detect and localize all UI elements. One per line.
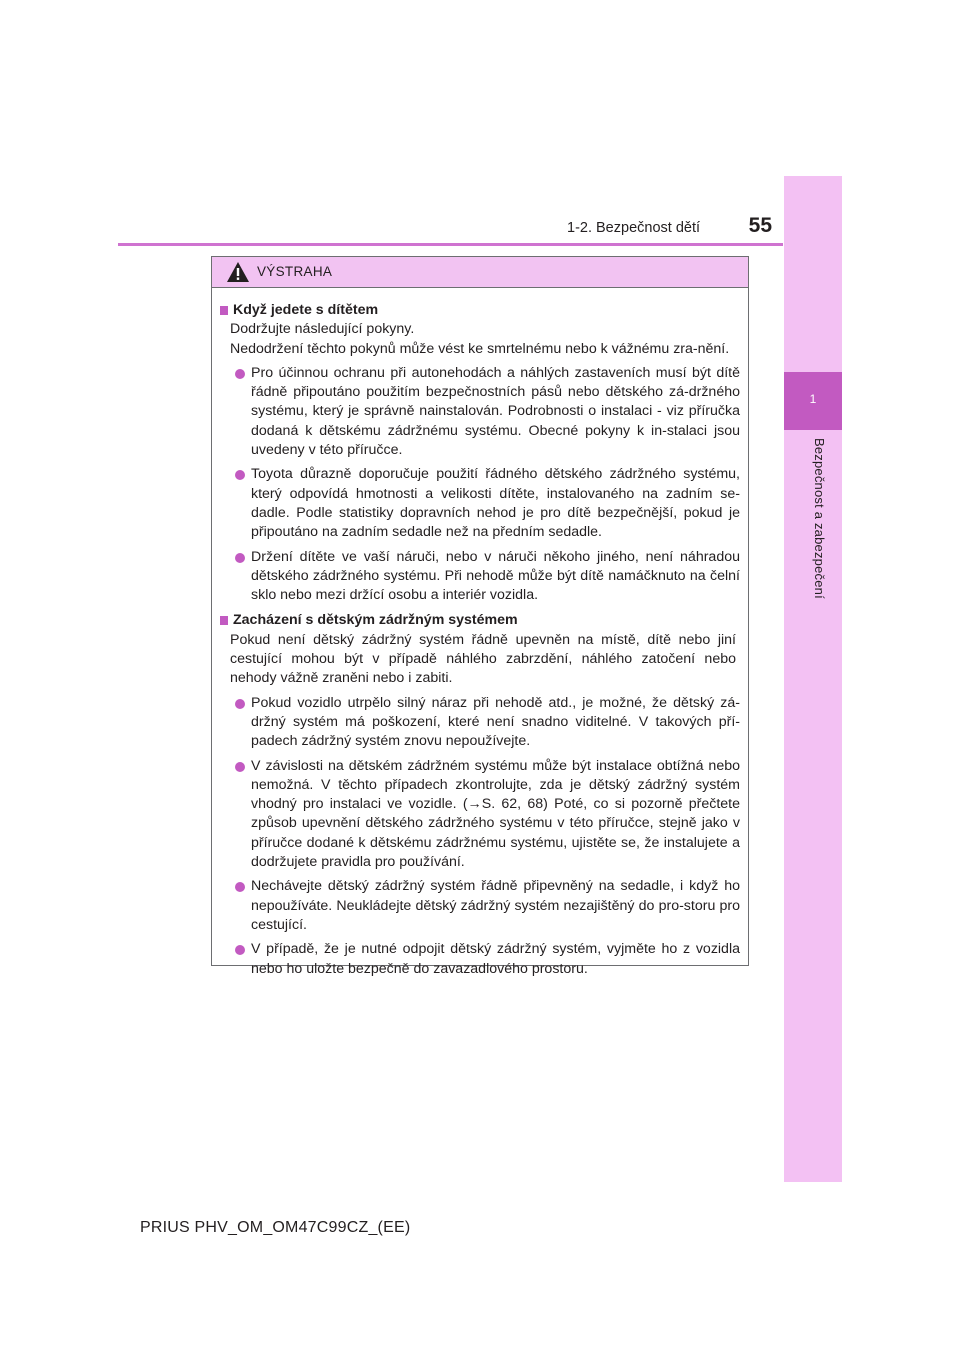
bullet-item: V případě, že je nutné odpojit dětský zádržný systém, vyjměte ho z vozidla nebo ho uložte bezpečně do zavazadlového prostoru. [220, 940, 740, 979]
side-band [784, 176, 842, 1182]
section-intro: Dodržujte následující pokyny. Nedodržení těchto pokynů může vést ke smrtelnému nebo k vážnému zra-nění. [230, 321, 730, 357]
warning-box [211, 256, 749, 977]
bullet-dot-icon [235, 553, 245, 563]
document-id: PRIUS PHV_OM_OM47C99CZ_(EE) [140, 1219, 411, 1236]
bullet-dot-icon [235, 699, 245, 709]
section-heading: Když jedete s dítětem [220, 301, 740, 320]
bullet-item: Pokud vozidlo utrpělo silný náraz při nehodě atd., je možné, že dětský zá-držný systém má poškození, které není snadno viditelné. V takových pří-padech zádržný systém znovu nepoužívejte. [220, 694, 740, 752]
warning-body [212, 288, 748, 979]
bullet-dot-icon [235, 470, 245, 480]
section-title: 1-2. Bezpečnost dětí [567, 220, 700, 236]
warning-header [212, 257, 748, 288]
header-rule [118, 243, 783, 246]
warning-title: VÝSTRAHA [257, 264, 333, 279]
section-heading: Zacházení s dětským zádržným systémem [220, 611, 740, 630]
bullet-item: Nechávejte dětský zádržný systém řádně připevněný na sedadle, i když ho nepoužíváte. Neukládejte dětský zádržný systém nezajištěný do pro-storu pro cestující. [220, 877, 740, 935]
bullet-item: Pro účinnou ochranu při autonehodách a náhlých zastaveních musí být dítě řádně připoutáno použitím bezpečnostních pásů nebo dětského zá-držného systému, který je správně nainstalován. Podrobnosti o instalaci - viz příručka dodaná k dětskému zádržnému systému. Obecné pokyny k in-stalaci jsou uvedeny v této příručce. [220, 364, 740, 460]
bullet-dot-icon [235, 945, 245, 955]
bullet-dot-icon [235, 369, 245, 379]
bullet-dot-icon [235, 882, 245, 892]
bullet-item: Držení dítěte ve vaší náruči, nebo v náruči někoho jiného, není náhradou dětského zádržného systému. Při nehodě může být dítě namáčknuto na čelní sklo nebo mezi držící osobu a interiér vozidla. [220, 548, 740, 606]
bullet-dot-icon [235, 762, 245, 772]
page-number: 55 [748, 214, 772, 237]
chapter-tab[interactable] [784, 372, 842, 430]
chapter-number: 1 [809, 392, 817, 406]
bullet-item: V závislosti na dětském zádržném systému může být instalace obtížná nebo nemožná. V těchto případech zkontrolujte, zda je dětský zádržný systém vhodný pro instalaci ve vozidle. (→S. 62, 68) Poté, co si pozorně přečtete způsob upevnění dětského zádržného systému v této příručce, stejně jako v příručce dodané k dětskému zádržnému systému, ujistěte se, že instalujete a dodržujete pravidla pro používání. [220, 757, 740, 873]
section-intro: Pokud není dětský zádržný systém řádně upevněn na místě, dítě nebo jiní cestující mohou být v případě náhlého zabrzdění, náhlého zatočení nebo nehody vážně zraněni nebo i zabiti. [230, 631, 736, 687]
warning-triangle-icon [226, 261, 250, 283]
bullet-item: Toyota důrazně doporučuje použití řádného dětského zádržného systému, který odpovídá hmotnosti a velikosti dítěte, instalovaného na zadním se-dadle. Podle statistiky dopravních nehod je pro dítě bezpečnější, pokud je připoutáno na zadním sedadle než na předním sedadle. [220, 465, 740, 542]
chapter-label: Bezpečnost a zabezpečení [812, 438, 827, 599]
